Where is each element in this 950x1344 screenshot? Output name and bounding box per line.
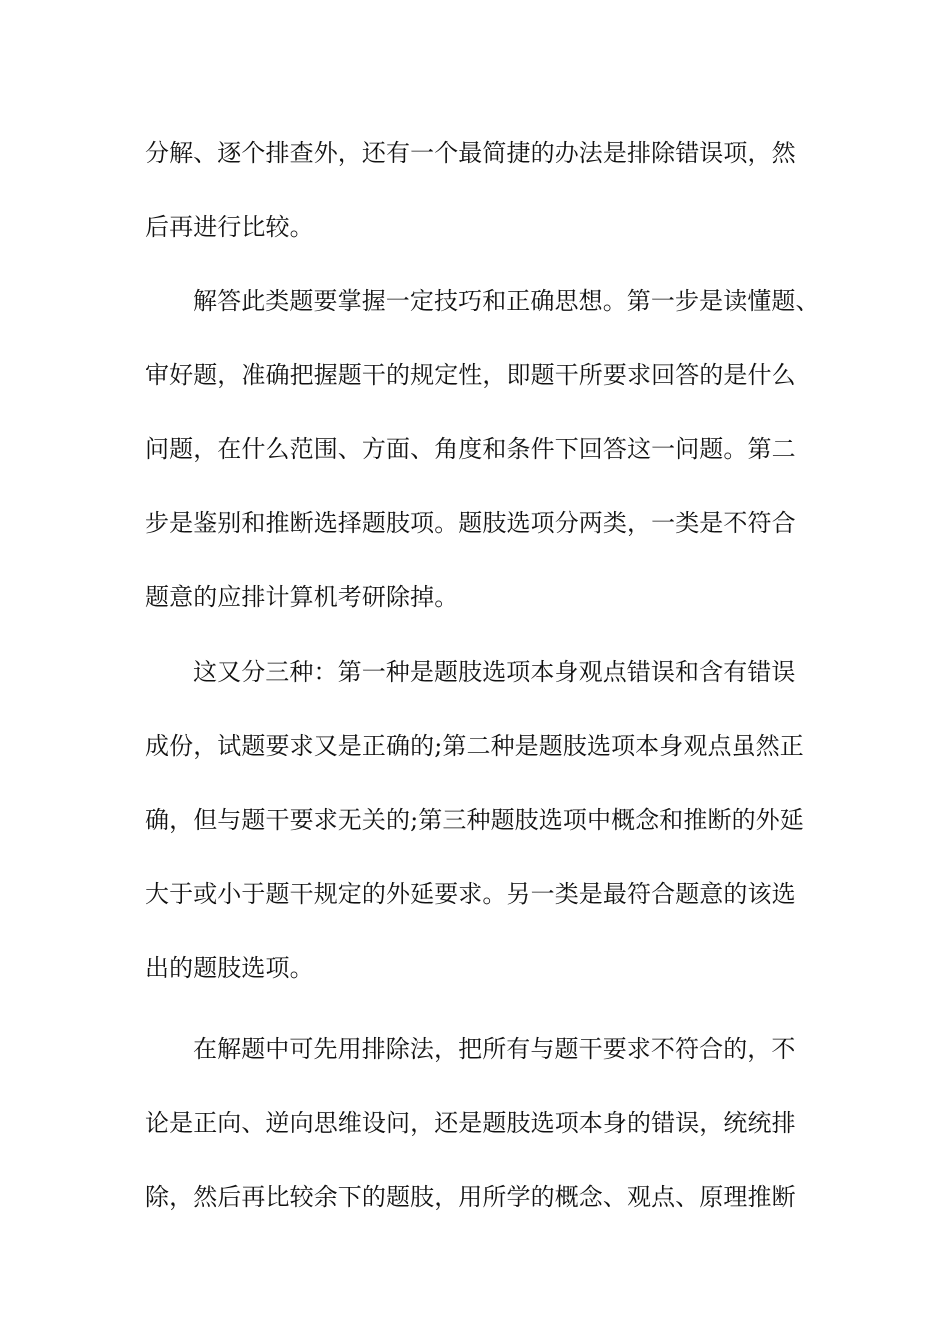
text-line: 大于或小于题干规定的外延要求。另一类是最符合题意的该选 — [145, 880, 796, 908]
text-line: 出的题肢选项。 — [145, 954, 314, 982]
text-line: 确，但与题干要求无关的;第三种题肢选项中概念和推断的外延 — [145, 806, 804, 834]
paragraph-first-line: 解答此类题要掌握一定技巧和正确思想。第一步是读懂题、 — [193, 287, 820, 315]
paragraph-first-line: 在解题中可先用排除法，把所有与题干要求不符合的，不 — [193, 1035, 796, 1063]
text-line: 除，然后再比较余下的题肢，用所学的概念、观点、原理推断 — [145, 1183, 796, 1211]
text-line: 步是鉴别和推断选择题肢项。题肢选项分两类，一类是不符合 — [145, 509, 796, 537]
text-line: 成份，试题要求又是正确的;第二种是题肢选项本身观点虽然正 — [145, 732, 804, 760]
paragraph-first-line: 这又分三种：第一种是题肢选项本身观点错误和含有错误 — [193, 658, 796, 686]
text-line: 题意的应排计算机考研除掉。 — [145, 583, 459, 611]
text-line: 后再进行比较。 — [145, 213, 314, 241]
text-line: 审好题，准确把握题干的规定性，即题干所要求回答的是什么 — [145, 361, 796, 389]
text-line: 论是正向、逆向思维设问，还是题肢选项本身的错误，统统排 — [145, 1109, 796, 1137]
text-line: 问题，在什么范围、方面、角度和条件下回答这一问题。第二 — [145, 435, 796, 463]
text-line: 分解、逐个排查外，还有一个最简捷的办法是排除错误项，然 — [145, 139, 796, 167]
